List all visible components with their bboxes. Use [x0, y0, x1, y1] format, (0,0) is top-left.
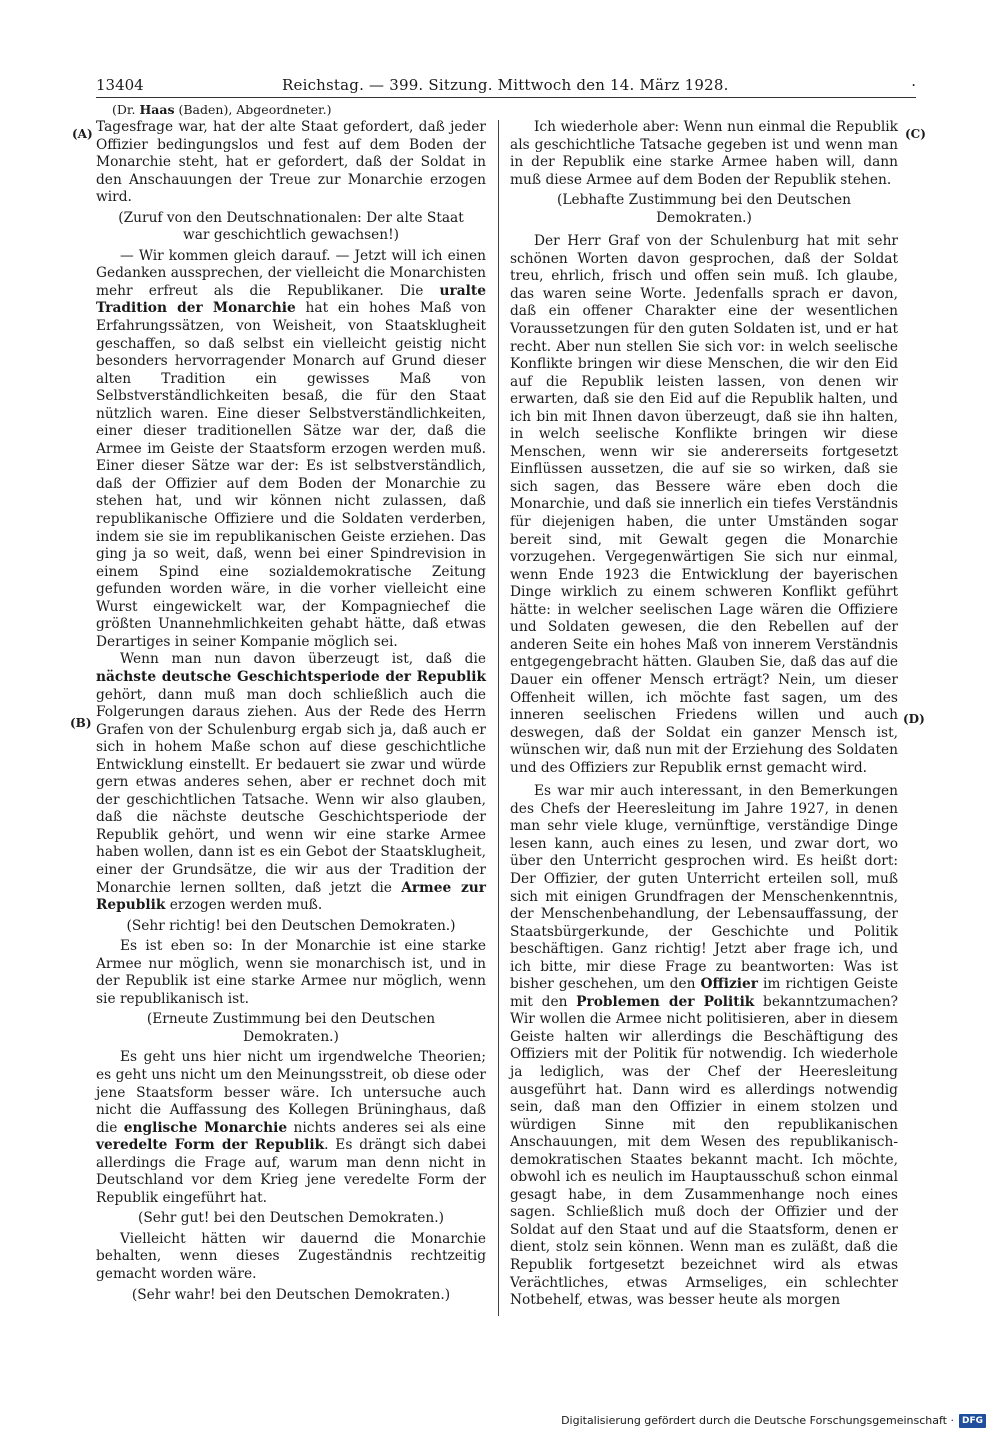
text-run: . Es drängt sich dabei allerdings die Frage auf, warum man denn nicht in Deutschland vor dem Krieg jene veredelte Form der Republik eingeführt hat. — [96, 1137, 486, 1206]
emphasis: Offizier — [700, 976, 759, 993]
speaker-line — [112, 102, 332, 118]
text-run: bekanntzumachen? Wir wollen die Armee nicht politisieren, aber in diesem Geiste halten wir allerdings die Beschäftigung des Offiziers mit der Politik für notwendig. Ich wiederhole ja lediglich, was der Chef der Heeresleitung ausgeführt hat. Dann wird es allerdings notwendig sein, daß man den Offizier in einem stolzen und würdigen Sinne mit den republikanischen Anschauungen, mit dem Wesen des republikanisch-demokratischen Staates bekannt macht. Ich möchte, obwohl ich es neulich im Hauptausschuß schon einmal gesagt habe, in dem Zusammenhange noch eines sagen. Schließlich muß doch der Offizier und der Soldat auf den Staat und auf die Staatsform, denen er dient, stolz sein können. Wenn man es zuläßt, daß die Republik fortgesetzt bezeichnet wird als etwas Verächtliches, etwas Armseliges, ein schlechter Notbehelf, etwas, was besser heute als morgen — [510, 993, 898, 1309]
interjection: (Sehr gut! bei den Deutschen Demokraten.) — [137, 1210, 445, 1227]
running-title: Reichstag. — 399. Sitzung. Mittwoch den 14. März 1928. — [282, 76, 729, 94]
interjection: (Erneute Zustimmung bei den Deutschen Demokraten.) — [146, 1011, 436, 1045]
emphasis: englische Monarchie — [123, 1119, 288, 1136]
interjection: (Lebhafte Zustimmung bei den Deutschen Demokraten.) — [557, 192, 851, 226]
emphasis: Armee zur Republik — [96, 879, 487, 914]
text-run: hat ein hohes Maß von Erfahrungssätzen, von Weisheit, von Staatsklugheit geschaffen, so daß selbst ein vielleicht geistig nicht besonders hervorragender Monarch auf Grund dieser alten Tradition ein gewisses Maß von Selbstverständlichkeiten besaß, die für den Staat nützlich waren. Eine dieser Selbstverständlichkeiten, einer dieser traditionellen Sätze war der, daß die Armee im Geiste der Staatsform erzogen werden muß. Einer dieser Sätze war der: Es ist selbstverständlich, daß der Offizier auf dem Boden der Monarchie zu stehen hat, und wir können nicht zulassen, daß republikanische Offiziere und die Soldaten verderben, indem sie sie im republikanischen Geiste erziehen. Das ging ja so weit, daß, wenn bei einer Spindrevision in einem Spind eine sozialdemokratische Zeitung gefunden worden wäre, in die vorher vielleicht eine Wurst eingewickelt war, der Kompagniechef die größten Unannehmlichkeiten gehabt hätte, daß etwas Derartiges in seiner Kompanie möglich sei. — [96, 300, 487, 650]
paragraph — [96, 248, 486, 652]
margin-marker-b: (B) — [70, 716, 92, 730]
paragraph: Es ist eben so: In der Monarchie ist eine starke Armee nur möglich, wenn sie monarchisch ist, und in der Republik ist eine starke Armee nur möglich, wenn sie republikanisch ist. — [96, 938, 486, 1007]
text-run: erzogen werden muß. — [165, 897, 323, 914]
page-number: 13404 — [96, 76, 144, 94]
credit-text: Digitalisierung gefördert durch die Deutsche Forschungsgemeinschaft · — [561, 1414, 954, 1427]
paragraph — [96, 1049, 486, 1207]
interjection: (Zuruf von den Deutschnationalen: Der alte Staat war geschichtlich gewachsen!) — [118, 209, 464, 244]
paragraph — [510, 783, 898, 1309]
left-column — [96, 119, 486, 1307]
text-run: Es geht uns hier nicht um irgendwelche Theorien; es geht uns nicht um den Meinungsstreit, ob diese oder jene Staatsform besser wäre. Ich untersuche auch nicht die Auffassung des Kollegen Brüninghaus, daß die — [96, 1049, 486, 1136]
margin-marker-d: (D) — [903, 712, 925, 726]
text-run: gehört, dann muß man doch schließlich auch die Folgerungen daraus ziehen. Aus der Rede des Herrn Grafen von der Schulenburg ergab sich ja, daß auch er sich in hohem Maße schon auf diese geschichtliche Entwicklung einstellt. Er bedauert sie zwar und würde gern etwas anderes sehen, aber er rechnet doch mit der geschichtlichen Tatsache. Wenn wir also glauben, daß die nächste deutsche Geschichtsperiode der Republik gehört, und wenn wir eine starke Armee haben wollen, dann ist es ein Gebot der Staatsklugheit, einer der Grundsätze, die wir aus der Tradition der Monarchie lernen sollten, daß jetzt die — [96, 686, 486, 896]
right-column — [510, 119, 898, 1310]
paragraph: Ich wiederhole aber: Wenn nun einmal die Republik als geschichtliche Tatsache gegeben ist und wenn man in der Republik eine starke Armee haben will, dann muß diese Armee auf dem Boden der Republik stehen. — [510, 119, 898, 188]
text-run: Wenn man nun davon überzeugt ist, daß die — [120, 651, 486, 668]
page-header — [96, 74, 916, 96]
paragraph — [96, 651, 486, 914]
paragraph: Vielleicht hätten wir dauernd die Monarchie behalten, wenn dieses Zugeständnis rechtzeitig gemacht worden wäre. — [96, 1230, 486, 1282]
dfg-logo: DFG — [959, 1414, 986, 1428]
digitization-credit — [561, 1413, 986, 1429]
margin-marker-c: (C) — [905, 127, 926, 141]
text-run: Es war mir auch interessant, in den Bemerkungen des Chefs der Heeresleitung im Jahre 1927, in denen man sehr viele kluge, vernünftige, verständige Dinge lesen kann, auch eines zu lesen, und zwar dort, wo über den Unterricht gesprochen wird. Es heißt dort: Der Offizier, der guten Unterricht erteilen soll, muß sich mit einigen Grundfragen der Menschenkenntnis, der Menschenbehandlung, der Lebensauffassung, der Staatsbürgerkunde, der Geschichte und Politik beschäftigen. Ganz richtig! Jetzt aber frage ich, und ich bitte, mir diese Frage zu beantworten: Was ist bisher geschehen, um den — [510, 783, 898, 993]
emphasis: uralte Tradition der Monarchie — [96, 282, 486, 317]
interjection: (Sehr richtig! bei den Deutschen Demokraten.) — [126, 917, 456, 934]
paragraph: Tagesfrage war, hat der alte Staat gefordert, daß jeder Offizier bedingungslos und fest auf dem Boden der Monarchie steht, hat er gefordert, daß der Soldat in den Anschauungen der Treue zur Monarchie erzogen wird. — [96, 119, 486, 206]
text-run: im richtigen Geiste mit den — [510, 976, 898, 1010]
margin-marker-a: (A) — [72, 127, 93, 141]
header-mark: · — [911, 76, 916, 94]
speaker-post: (Baden), Abgeordneter.) — [174, 102, 332, 117]
header-rule — [96, 97, 916, 98]
emphasis: veredelte Form der Republik — [96, 1137, 325, 1154]
emphasis: Problemen der Politik — [576, 993, 755, 1010]
column-divider — [498, 120, 499, 1316]
text-run: — Wir kommen gleich darauf. — Jetzt will ich einen Gedanken aussprechen, der vielleicht die Monarchisten mehr erfreut als die Republikaner. Die — [96, 247, 486, 299]
speaker-name: Haas — [139, 102, 175, 117]
emphasis: nächste deutsche Geschichtsperiode der Republik — [96, 668, 486, 685]
paragraph: Der Herr Graf von der Schulenburg hat mit sehr schönen Worten davon gesprochen, daß der Soldat treu, ehrlich, frisch und offen sein muß. Ich glaube, das waren seine Worte. Jedenfalls sprach er davon, daß ein offener Charakter eine der wesentlichen Voraussetzungen für den guten Soldaten ist, und er hat recht. Aber nun stellen Sie sich vor: in welch seelische Konflikte bringen wir diese Menschen, die wir den Eid auf die Republik leisten lassen, von denen wir erwarten, daß sie den Eid auf die Republik halten, und ich bin mit Ihnen davon überzeugt, daß sie ihn halten, in welch seelische Konflikte bringen wir diese Menschen, wenn wir sie andererseits fortgesetzt Einflüssen aussetzen, die auf sie so wirken, daß sie sich sagen, das Bessere wäre eben doch die Monarchie, und daß sie innerlich ein tiefes Verständnis für diejenigen haben, die unter Umständen sogar bereit sind, mit Gewalt gegen die Monarchie vorzugehen. Vergegenwärtigen Sie sich nur einmal, wenn Ende 1923 die Entwicklung der bayerischen Dinge wirklich zu einem schweren Konflikt geführt hätte: in welcher seelischen Lage wären die Offiziere und Soldaten gewesen, die den Rebellen auf der anderen Seite ein hohes Maß von innerem Verständnis entgegengebracht hätten. Glauben Sie, daß das auf die Dauer ein offener Mensch erträgt? Nein, um dieser Offenheit willen, ich möchte fast sagen, um des inneren seelischen Friedens willen und auch deswegen, daß der Soldat ein ganzer Mensch ist, wünschen wir, daß nun mit der Erziehung des Soldaten und des Offiziers zur Republik ernst gemacht wird. — [510, 233, 898, 776]
text-run: nichts anderes sei als eine — [287, 1119, 486, 1136]
interjection: (Sehr wahr! bei den Deutschen Demokraten.) — [131, 1286, 451, 1303]
speaker-pre: (Dr. — [112, 102, 140, 117]
